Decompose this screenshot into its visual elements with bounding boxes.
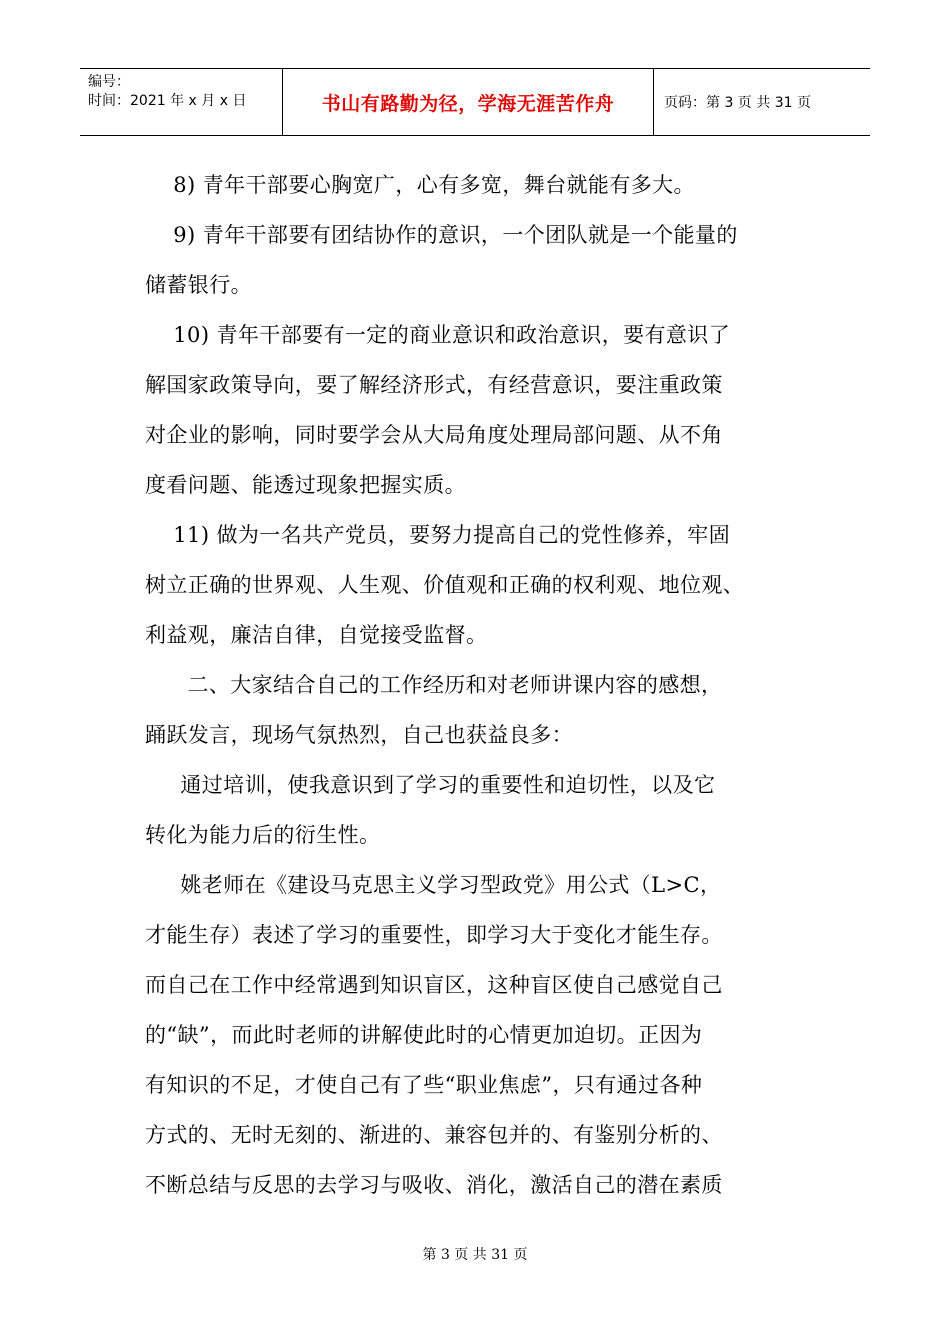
text-line: 11) 做为一名共产党员，要努力提高自己的党性修养，牢固 (145, 523, 731, 547)
text-line: 转化为能力后的衍生性。 (145, 823, 381, 847)
header-motto-cell (283, 69, 654, 135)
page-header (80, 68, 870, 136)
text-line: 通过培训，使我意识到了学习的重要性和迫切性，以及它 (145, 773, 716, 797)
text-line: 才能生存）表述了学习的重要性，即学习大于变化才能生存。 (145, 923, 723, 947)
text-line: 度看问题、能透过现象把握实质。 (145, 473, 466, 497)
text-line: 不断总结与反思的去学习与吸收、消化，激活自己的潜在素质 (145, 1173, 723, 1197)
text-line: 姚老师在《建设马克思主义学习型政党》用公式（L>C， (145, 873, 722, 897)
text-line: 踊跃发言，现场气氛热烈，自己也获益良多： (145, 723, 573, 747)
document-number-label: 编号： (88, 74, 130, 90)
header-motto: 书山有路勤为径，学海无涯苦作舟 (321, 92, 615, 115)
document-body (145, 160, 835, 1210)
text-line: 二、大家结合自己的工作经历和对老师讲课内容的感想， (145, 673, 723, 697)
header-meta (80, 69, 283, 135)
text-line: 的“缺”，而此时老师的讲解使此时的心情更加迫切。正因为 (145, 1023, 703, 1047)
page-footer: 第 3 页 共 31 页 (422, 1247, 528, 1263)
text-line: 而自己在工作中经常遇到知识盲区，这种盲区使自己感觉自己 (145, 973, 723, 997)
text-line: 利益观，廉洁自律，自觉接受监督。 (145, 623, 488, 647)
text-line: 解国家政策导向，要了解经济形式，有经营意识，要注重政策 (145, 373, 723, 397)
text-line: 方式的、无时无刻的、渐进的、兼容包并的、有鉴别分析的、 (145, 1123, 723, 1147)
text-line: 8) 青年干部要心胸宽广，心有多宽，舞台就能有多大。 (145, 173, 695, 197)
text-line: 对企业的影响，同时要学会从大局角度处理局部问题、从不角 (145, 423, 723, 447)
text-line: 树立正确的世界观、人生观、价值观和正确的权利观、地位观、 (145, 573, 745, 597)
text-line: 储蓄银行。 (145, 273, 252, 297)
text-line: 9) 青年干部要有团结协作的意识，一个团队就是一个能量的 (145, 223, 738, 247)
text-line: 有知识的不足，才使自己有了些“职业焦虑”，只有通过各种 (145, 1073, 703, 1097)
text-line: 10) 青年干部要有一定的商业意识和政治意识，要有意识了 (145, 323, 731, 347)
header-page-info: 页码：第 3 页 共 31 页 (664, 95, 811, 111)
document-date: 时间：2021 年 x 月 x 日 (88, 93, 247, 109)
